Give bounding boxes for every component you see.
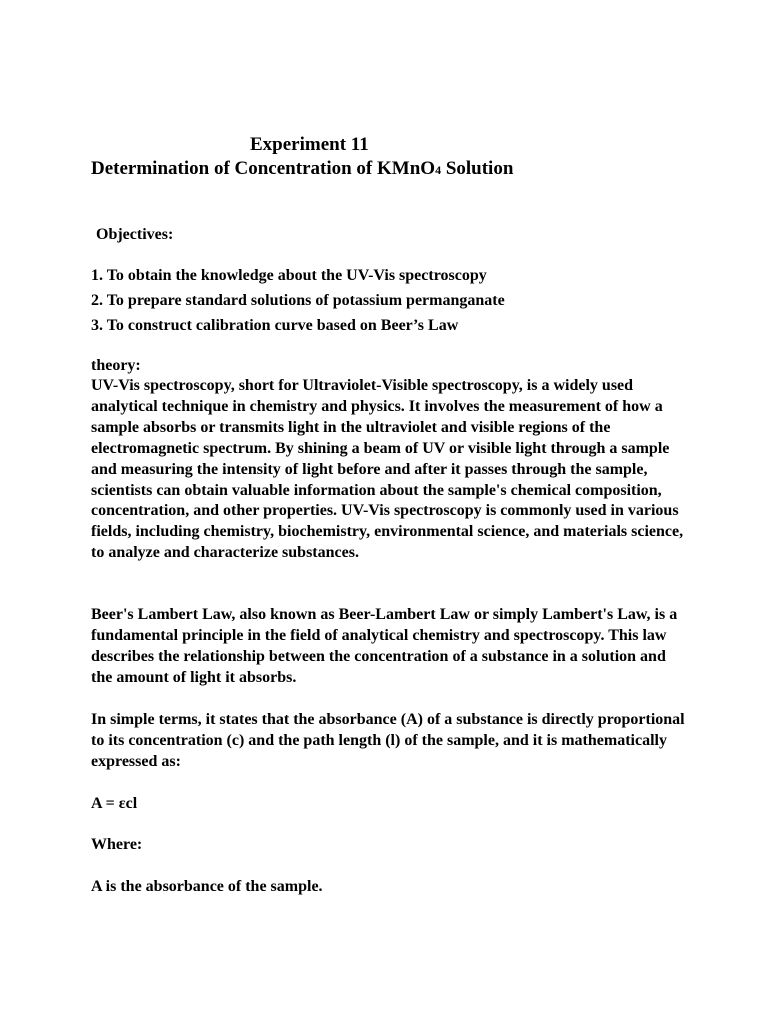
experiment-subtitle [91, 157, 513, 182]
simple-terms-paragraph: In simple terms, it states that the absorbance (A) of a substance is directly proportional to its concentration (c) and the path length (l) of the sample, and it is mathematically expressed as: [91, 711, 685, 770]
beer-lambert-equation: A = εcl [91, 795, 138, 812]
list-item: 1. To obtain the knowledge about the UV-Vis spectroscopy [91, 267, 487, 284]
theory-heading: theory: [91, 357, 141, 374]
theory-paragraph: UV-Vis spectroscopy, short for Ultraviolet-Visible spectroscopy, is a widely used analytical technique in chemistry and physics. It involves the measurement of how a sample absorbs or transmits light in the ultraviolet and visible regions of the electromagnetic spectrum. By shining a beam of UV or visible light through a sample and measuring the intensity of light before and after it passes through the sample, scientists can obtain valuable information about the sample's chemical composition, concentration, and other properties. UV-Vis spectroscopy is commonly used in various fields, including chemistry, biochemistry, environmental science, and materials science, to analyze and characterize substances. [91, 377, 684, 562]
where-label: Where: [91, 836, 143, 853]
experiment-title: Experiment 11 [250, 134, 369, 155]
absorbance-definition: A is the absorbance of the sample. [91, 878, 323, 895]
subtitle-main: Determination of Concentration of KMnO [91, 158, 436, 179]
objectives-list [91, 263, 505, 338]
beer-lambert-paragraph: Beer's Lambert Law, also known as Beer-Lambert Law or simply Lambert's Law, is a fundamental principle in the field of analytical chemistry and spectroscopy. This law describes the relationship between the concentration of a substance in a solution and the amount of light it absorbs. [91, 606, 678, 686]
subtitle-subscript: 4 [435, 163, 442, 177]
list-item: 3. To construct calibration curve based on Beer’s Law [91, 317, 459, 334]
list-item: 2. To prepare standard solutions of potassium permanganate [91, 292, 505, 309]
subtitle-end: Solution [441, 158, 514, 179]
objectives-heading: Objectives: [96, 226, 174, 243]
